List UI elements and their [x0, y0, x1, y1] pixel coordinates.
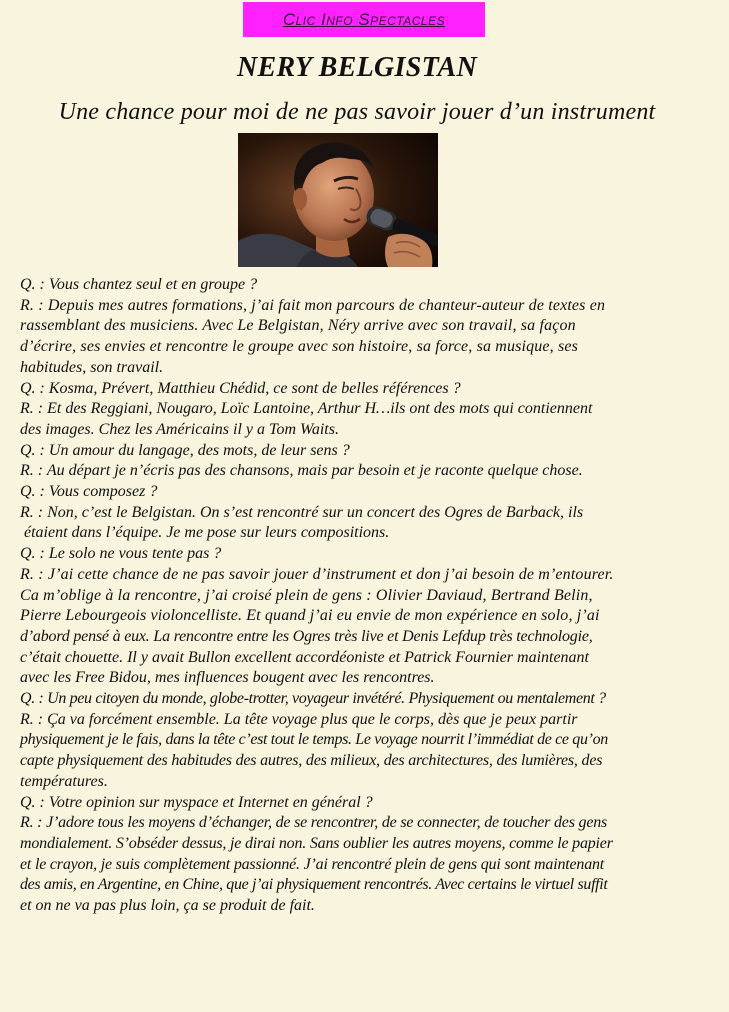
interview-line: d’écrire, ses envies et rencontre le groupe avec son histoire, sa force, sa musique, ses	[20, 338, 578, 356]
interview-line: Q. : Vous chantez seul et en groupe ?	[20, 276, 258, 293]
interview-line: R. : J’ai cette chance de ne pas savoir jouer d’instrument et don j’ai besoin de m’entourer.	[20, 565, 614, 583]
interview-line: et on ne va pas plus loin, ça se produit de fait.	[20, 897, 315, 915]
interview-line: des images. Chez les Américains il y a Tom Waits.	[20, 420, 339, 438]
clic-info-spectacles-badge[interactable]	[243, 2, 485, 37]
interview-line: et le crayon, je suis complètement passionné. J’ai rencontré plein de gens qui sont maintenant	[20, 855, 605, 873]
interview-line: habitudes, son travail.	[20, 358, 164, 376]
interview-line: Q. : Le solo ne vous tente pas ?	[20, 545, 222, 563]
interview-line: Pierre Lebourgeois violoncelliste. Et quand j’ai eu envie de mon expérience en solo, j’ai	[20, 607, 600, 625]
article-subtitle: Une chance pour moi de ne pas savoir jouer d’un instrument	[58, 99, 656, 125]
interview-line: Q. : Vous composez ?	[20, 483, 158, 501]
interview-line: étaient dans l’équipe. Je me pose sur leurs compositions.	[20, 524, 390, 542]
interview-line: capte physiquement des habitudes des autres, des milieux, des architectures, des lumières, des	[20, 752, 603, 770]
interview-line: c’était chouette. Il y avait Bullon excellent accordéoniste et Patrick Fournier maintenant	[20, 648, 589, 666]
singer-photo	[238, 133, 438, 267]
interview-line: mondialement. S’obséder dessus, je dirai non. Sans oublier les autres moyens, comme le papier	[20, 834, 613, 852]
interview-line: avec les Free Bidou, mes influences bougent avec les rencontres.	[20, 669, 435, 687]
interview-line: Q. : Un amour du langage, des mots, de leur sens ?	[20, 441, 350, 459]
interview-line: R. : Et des Reggiani, Nougaro, Loïc Lantoine, Arthur H…ils ont des mots qui contiennent	[20, 400, 593, 418]
singer-photo-illustration	[238, 133, 438, 267]
interview-line: Q. : Votre opinion sur myspace et Internet en général ?	[20, 793, 373, 811]
interview-line: R. : J’adore tous les moyens d’échanger, de se rencontrer, de se connecter, de toucher des gens	[20, 814, 608, 832]
interview-line: R. : Depuis mes autres formations, j’ai fait mon parcours de chanteur-auteur de textes en	[20, 296, 606, 314]
interview-text	[20, 275, 729, 917]
interview-line: rassemblant des musiciens. Avec Le Belgistan, Néry arrive avec son travail, sa façon	[20, 317, 576, 335]
interview-line: Ca m’oblige à la rencontre, j’ai croisé plein de gens : Olivier Daviaud, Bertrand Belin,	[20, 586, 593, 604]
interview-line: R. : Ça va forcément ensemble. La tête voyage plus que le corps, dès que je peux partir	[20, 710, 578, 728]
interview-line: des amis, en Argentine, en Chine, que j’ai physiquement rencontrés. Avec certains le virtuel suffit	[20, 876, 608, 894]
interview-line: Q. : Kosma, Prévert, Matthieu Chédid, ce sont de belles références ?	[20, 379, 461, 397]
interview-line: Q. : Un peu citoyen du monde, globe-trotter, voyageur invétéré. Physiquement ou mentalement ?	[20, 690, 606, 708]
article-title: NERY BELGISTAN	[237, 52, 477, 83]
interview-line: R. : Non, c’est le Belgistan. On s’est rencontré sur un concert des Ogres de Barback, ils	[20, 503, 584, 521]
interview-line: d’abord pensé à eux. La rencontre entre les Ogres très live et Denis Lefdup très technologie,	[20, 627, 593, 645]
interview-line: physiquement je le fais, dans la tête c’est tout le temps. Le voyage nourrit l’immédiat de ce qu’on	[20, 731, 608, 749]
interview-line: R. : Au départ je n’écris pas des chansons, mais par besoin et je raconte quelque chose.	[20, 462, 583, 480]
badge-label[interactable]: Clic Info Spectacles	[282, 9, 446, 29]
interview-line: températures.	[20, 772, 108, 790]
